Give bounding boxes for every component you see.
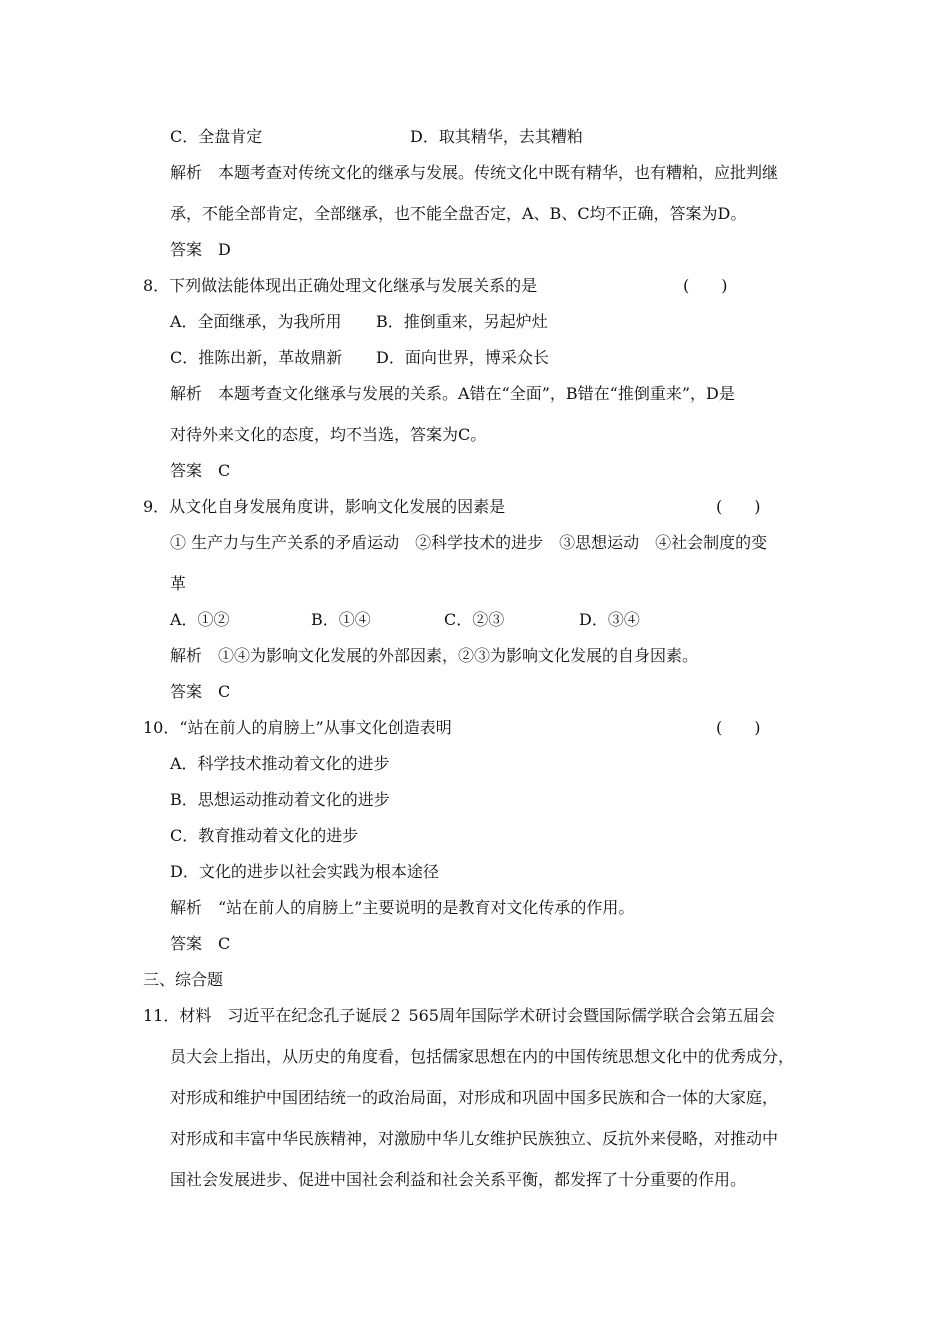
q10-analysis: 解析 “站在前人的肩膀上”主要说明的是教育对文化传承的作用。 bbox=[170, 898, 635, 917]
q9-option-b: B．①④ bbox=[311, 610, 371, 629]
q10-answer: 答案 C bbox=[170, 934, 231, 953]
q8-stem: 8．下列做法能体现出正确处理文化继承与发展关系的是 bbox=[143, 276, 538, 295]
q10-stem: 10．“站在前人的肩膀上”从事文化创造表明 bbox=[143, 718, 452, 737]
q9-stem: 9．从文化自身发展角度讲，影响文化发展的因素是 bbox=[143, 497, 506, 516]
q8-option-d: D．面向世界，博采众长 bbox=[376, 348, 549, 367]
q9-items-line2: 革 bbox=[170, 574, 187, 593]
section-heading: 三、综合题 bbox=[143, 970, 224, 989]
q9-option-c: C．②③ bbox=[444, 610, 505, 629]
q10-option-b: B．思想运动推动着文化的进步 bbox=[170, 790, 390, 809]
q11-line3: 对形成和维护中国团结统一的政治局面，对形成和巩固中国多民族和合一体的大家庭， bbox=[170, 1088, 779, 1107]
q10-option-d: D．文化的进步以社会实践为根本途径 bbox=[170, 862, 439, 881]
q10-option-c: C．教育推动着文化的进步 bbox=[170, 826, 359, 845]
q7-option-c: C．全盘肯定 bbox=[170, 127, 263, 146]
q8-option-c: C．推陈出新，革故鼎新 bbox=[170, 348, 343, 367]
q8-answer-paren: ( ) bbox=[683, 276, 728, 295]
q11-line5: 国社会发展进步、促进中国社会利益和社会关系平衡，都发挥了十分重要的作用。 bbox=[170, 1170, 747, 1189]
q8-option-a: A．全面继承，为我所用 bbox=[170, 312, 342, 331]
q11-line1: 11．材料 习近平在纪念孔子诞辰２ 565周年国际学术研讨会暨国际儒学联合会第五届会 bbox=[143, 1006, 775, 1025]
q10-option-a: A．科学技术推动着文化的进步 bbox=[170, 754, 390, 773]
q8-analysis-line2: 对待外来文化的态度，均不当选，答案为C。 bbox=[170, 425, 487, 444]
q9-answer-paren: ( ) bbox=[716, 497, 761, 516]
q8-answer: 答案 C bbox=[170, 461, 231, 480]
q11-line4: 对形成和丰富中华民族精神，对激励中华儿女维护民族独立、反抗外来侵略，对推动中 bbox=[170, 1129, 779, 1148]
q9-items-line1: ① 生产力与生产关系的矛盾运动 ②科学技术的进步 ③思想运动 ④社会制度的变 bbox=[170, 533, 768, 552]
q11-line2: 员大会上指出，从历史的角度看，包括儒家思想在内的中国传统思想文化中的优秀成分， bbox=[170, 1047, 795, 1066]
q9-analysis: 解析 ①④为影响文化发展的外部因素，②③为影响文化发展的自身因素。 bbox=[170, 646, 699, 665]
q9-option-d: D．③④ bbox=[579, 610, 640, 629]
q9-answer: 答案 C bbox=[170, 682, 231, 701]
q8-option-b: B．推倒重来，另起炉灶 bbox=[376, 312, 548, 331]
q7-answer: 答案 D bbox=[170, 240, 231, 259]
q8-analysis-line1: 解析 本题考查文化继承与发展的关系。A错在“全面”，B错在“推倒重来”，D是 bbox=[170, 384, 735, 403]
q7-option-d: D．取其精华，去其糟粕 bbox=[410, 127, 583, 146]
q10-answer-paren: ( ) bbox=[716, 718, 761, 737]
q7-analysis-line2: 承，不能全部肯定，全部继承，也不能全盘否定，A、B、C均不正确，答案为D。 bbox=[170, 204, 747, 223]
q7-analysis-line1: 解析 本题考查对传统文化的继承与发展。传统文化中既有精华，也有糟粕，应批判继 bbox=[170, 163, 779, 182]
q9-option-a: A．①② bbox=[170, 610, 230, 629]
